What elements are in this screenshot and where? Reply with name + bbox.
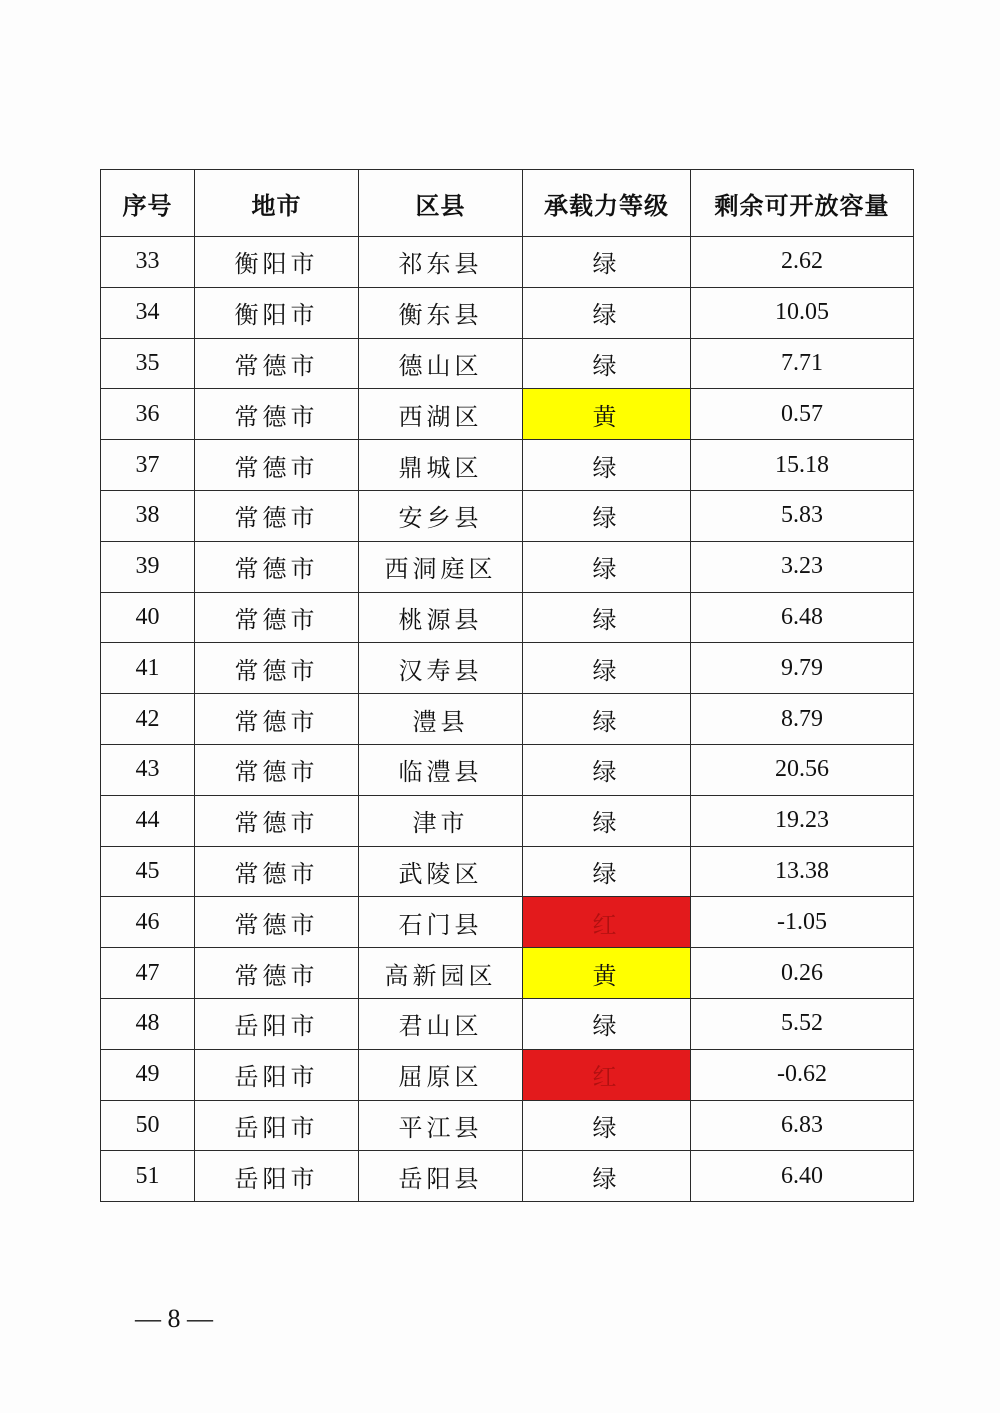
header-level: 承载力等级 (523, 170, 691, 237)
cell-city: 衡阳市 (195, 287, 359, 338)
table-row (101, 795, 914, 846)
cell-county: 安乡县 (359, 490, 523, 541)
cell-county: 汉寿县 (359, 643, 523, 694)
cell-county: 高新园区 (359, 948, 523, 999)
cell-city: 常德市 (195, 795, 359, 846)
cell-no: 43 (101, 744, 195, 795)
table-row (101, 643, 914, 694)
cell-no: 49 (101, 1049, 195, 1100)
cell-level: 绿 (523, 998, 691, 1049)
header-city: 地市 (195, 170, 359, 237)
cell-no: 38 (101, 490, 195, 541)
cell-capacity: 5.83 (691, 490, 914, 541)
cell-capacity: 0.26 (691, 948, 914, 999)
cell-county: 桃源县 (359, 592, 523, 643)
cell-level: 绿 (523, 237, 691, 288)
cell-capacity: 6.83 (691, 1100, 914, 1151)
cell-level: 绿 (523, 338, 691, 389)
cell-no: 39 (101, 541, 195, 592)
cell-level: 红 (523, 897, 691, 948)
cell-no: 40 (101, 592, 195, 643)
cell-level: 红 (523, 1049, 691, 1100)
capacity-table (100, 169, 914, 1202)
cell-no: 51 (101, 1151, 195, 1202)
cell-county: 鼎城区 (359, 440, 523, 491)
table-body (101, 237, 914, 1202)
cell-level: 绿 (523, 592, 691, 643)
table-row (101, 1049, 914, 1100)
cell-city: 常德市 (195, 338, 359, 389)
cell-capacity: 15.18 (691, 440, 914, 491)
cell-county: 临澧县 (359, 744, 523, 795)
cell-level: 绿 (523, 490, 691, 541)
cell-city: 岳阳市 (195, 998, 359, 1049)
table-row (101, 592, 914, 643)
cell-capacity: -1.05 (691, 897, 914, 948)
cell-city: 常德市 (195, 389, 359, 440)
table-row (101, 541, 914, 592)
table-row (101, 948, 914, 999)
cell-level: 绿 (523, 541, 691, 592)
table-row (101, 1151, 914, 1202)
cell-no: 50 (101, 1100, 195, 1151)
cell-city: 常德市 (195, 440, 359, 491)
cell-county: 岳阳县 (359, 1151, 523, 1202)
cell-capacity: 6.48 (691, 592, 914, 643)
table-row (101, 287, 914, 338)
cell-level: 绿 (523, 694, 691, 745)
table-row (101, 389, 914, 440)
table-row (101, 338, 914, 389)
page-number: — 8 — (135, 1304, 213, 1333)
table-header-row (101, 170, 914, 237)
cell-level: 黄 (523, 389, 691, 440)
table-row (101, 846, 914, 897)
header-no: 序号 (101, 170, 195, 237)
cell-capacity: 13.38 (691, 846, 914, 897)
cell-capacity: 6.40 (691, 1151, 914, 1202)
cell-city: 常德市 (195, 744, 359, 795)
cell-city: 常德市 (195, 897, 359, 948)
cell-city: 常德市 (195, 694, 359, 745)
cell-level: 绿 (523, 846, 691, 897)
cell-county: 屈原区 (359, 1049, 523, 1100)
cell-no: 36 (101, 389, 195, 440)
cell-county: 德山区 (359, 338, 523, 389)
cell-capacity: -0.62 (691, 1049, 914, 1100)
cell-county: 祁东县 (359, 237, 523, 288)
cell-no: 41 (101, 643, 195, 694)
cell-county: 武陵区 (359, 846, 523, 897)
cell-city: 常德市 (195, 846, 359, 897)
cell-county: 君山区 (359, 998, 523, 1049)
cell-no: 47 (101, 948, 195, 999)
cell-city: 常德市 (195, 643, 359, 694)
table-row (101, 744, 914, 795)
cell-county: 津市 (359, 795, 523, 846)
table-row (101, 237, 914, 288)
cell-city: 常德市 (195, 592, 359, 643)
cell-capacity: 10.05 (691, 287, 914, 338)
cell-no: 45 (101, 846, 195, 897)
cell-capacity: 8.79 (691, 694, 914, 745)
cell-no: 37 (101, 440, 195, 491)
cell-no: 33 (101, 237, 195, 288)
cell-level: 绿 (523, 643, 691, 694)
cell-city: 岳阳市 (195, 1151, 359, 1202)
cell-county: 澧县 (359, 694, 523, 745)
cell-city: 常德市 (195, 541, 359, 592)
header-county: 区县 (359, 170, 523, 237)
cell-county: 石门县 (359, 897, 523, 948)
cell-city: 常德市 (195, 948, 359, 999)
cell-capacity: 0.57 (691, 389, 914, 440)
table-row (101, 897, 914, 948)
cell-level: 绿 (523, 744, 691, 795)
cell-level: 黄 (523, 948, 691, 999)
cell-capacity: 7.71 (691, 338, 914, 389)
cell-capacity: 9.79 (691, 643, 914, 694)
cell-capacity: 2.62 (691, 237, 914, 288)
cell-county: 衡东县 (359, 287, 523, 338)
cell-capacity: 19.23 (691, 795, 914, 846)
cell-city: 衡阳市 (195, 237, 359, 288)
cell-city: 岳阳市 (195, 1100, 359, 1151)
table-row (101, 1100, 914, 1151)
table-row (101, 440, 914, 491)
cell-no: 35 (101, 338, 195, 389)
table-row (101, 490, 914, 541)
cell-county: 平江县 (359, 1100, 523, 1151)
cell-city: 岳阳市 (195, 1049, 359, 1100)
cell-capacity: 3.23 (691, 541, 914, 592)
cell-level: 绿 (523, 795, 691, 846)
table-row (101, 694, 914, 745)
cell-level: 绿 (523, 1100, 691, 1151)
cell-no: 34 (101, 287, 195, 338)
cell-county: 西湖区 (359, 389, 523, 440)
cell-capacity: 20.56 (691, 744, 914, 795)
header-capacity: 剩余可开放容量 (691, 170, 914, 237)
cell-capacity: 5.52 (691, 998, 914, 1049)
cell-city: 常德市 (195, 490, 359, 541)
cell-no: 42 (101, 694, 195, 745)
cell-level: 绿 (523, 287, 691, 338)
cell-county: 西洞庭区 (359, 541, 523, 592)
cell-no: 44 (101, 795, 195, 846)
cell-no: 46 (101, 897, 195, 948)
cell-level: 绿 (523, 1151, 691, 1202)
cell-level: 绿 (523, 440, 691, 491)
table-row (101, 998, 914, 1049)
cell-no: 48 (101, 998, 195, 1049)
